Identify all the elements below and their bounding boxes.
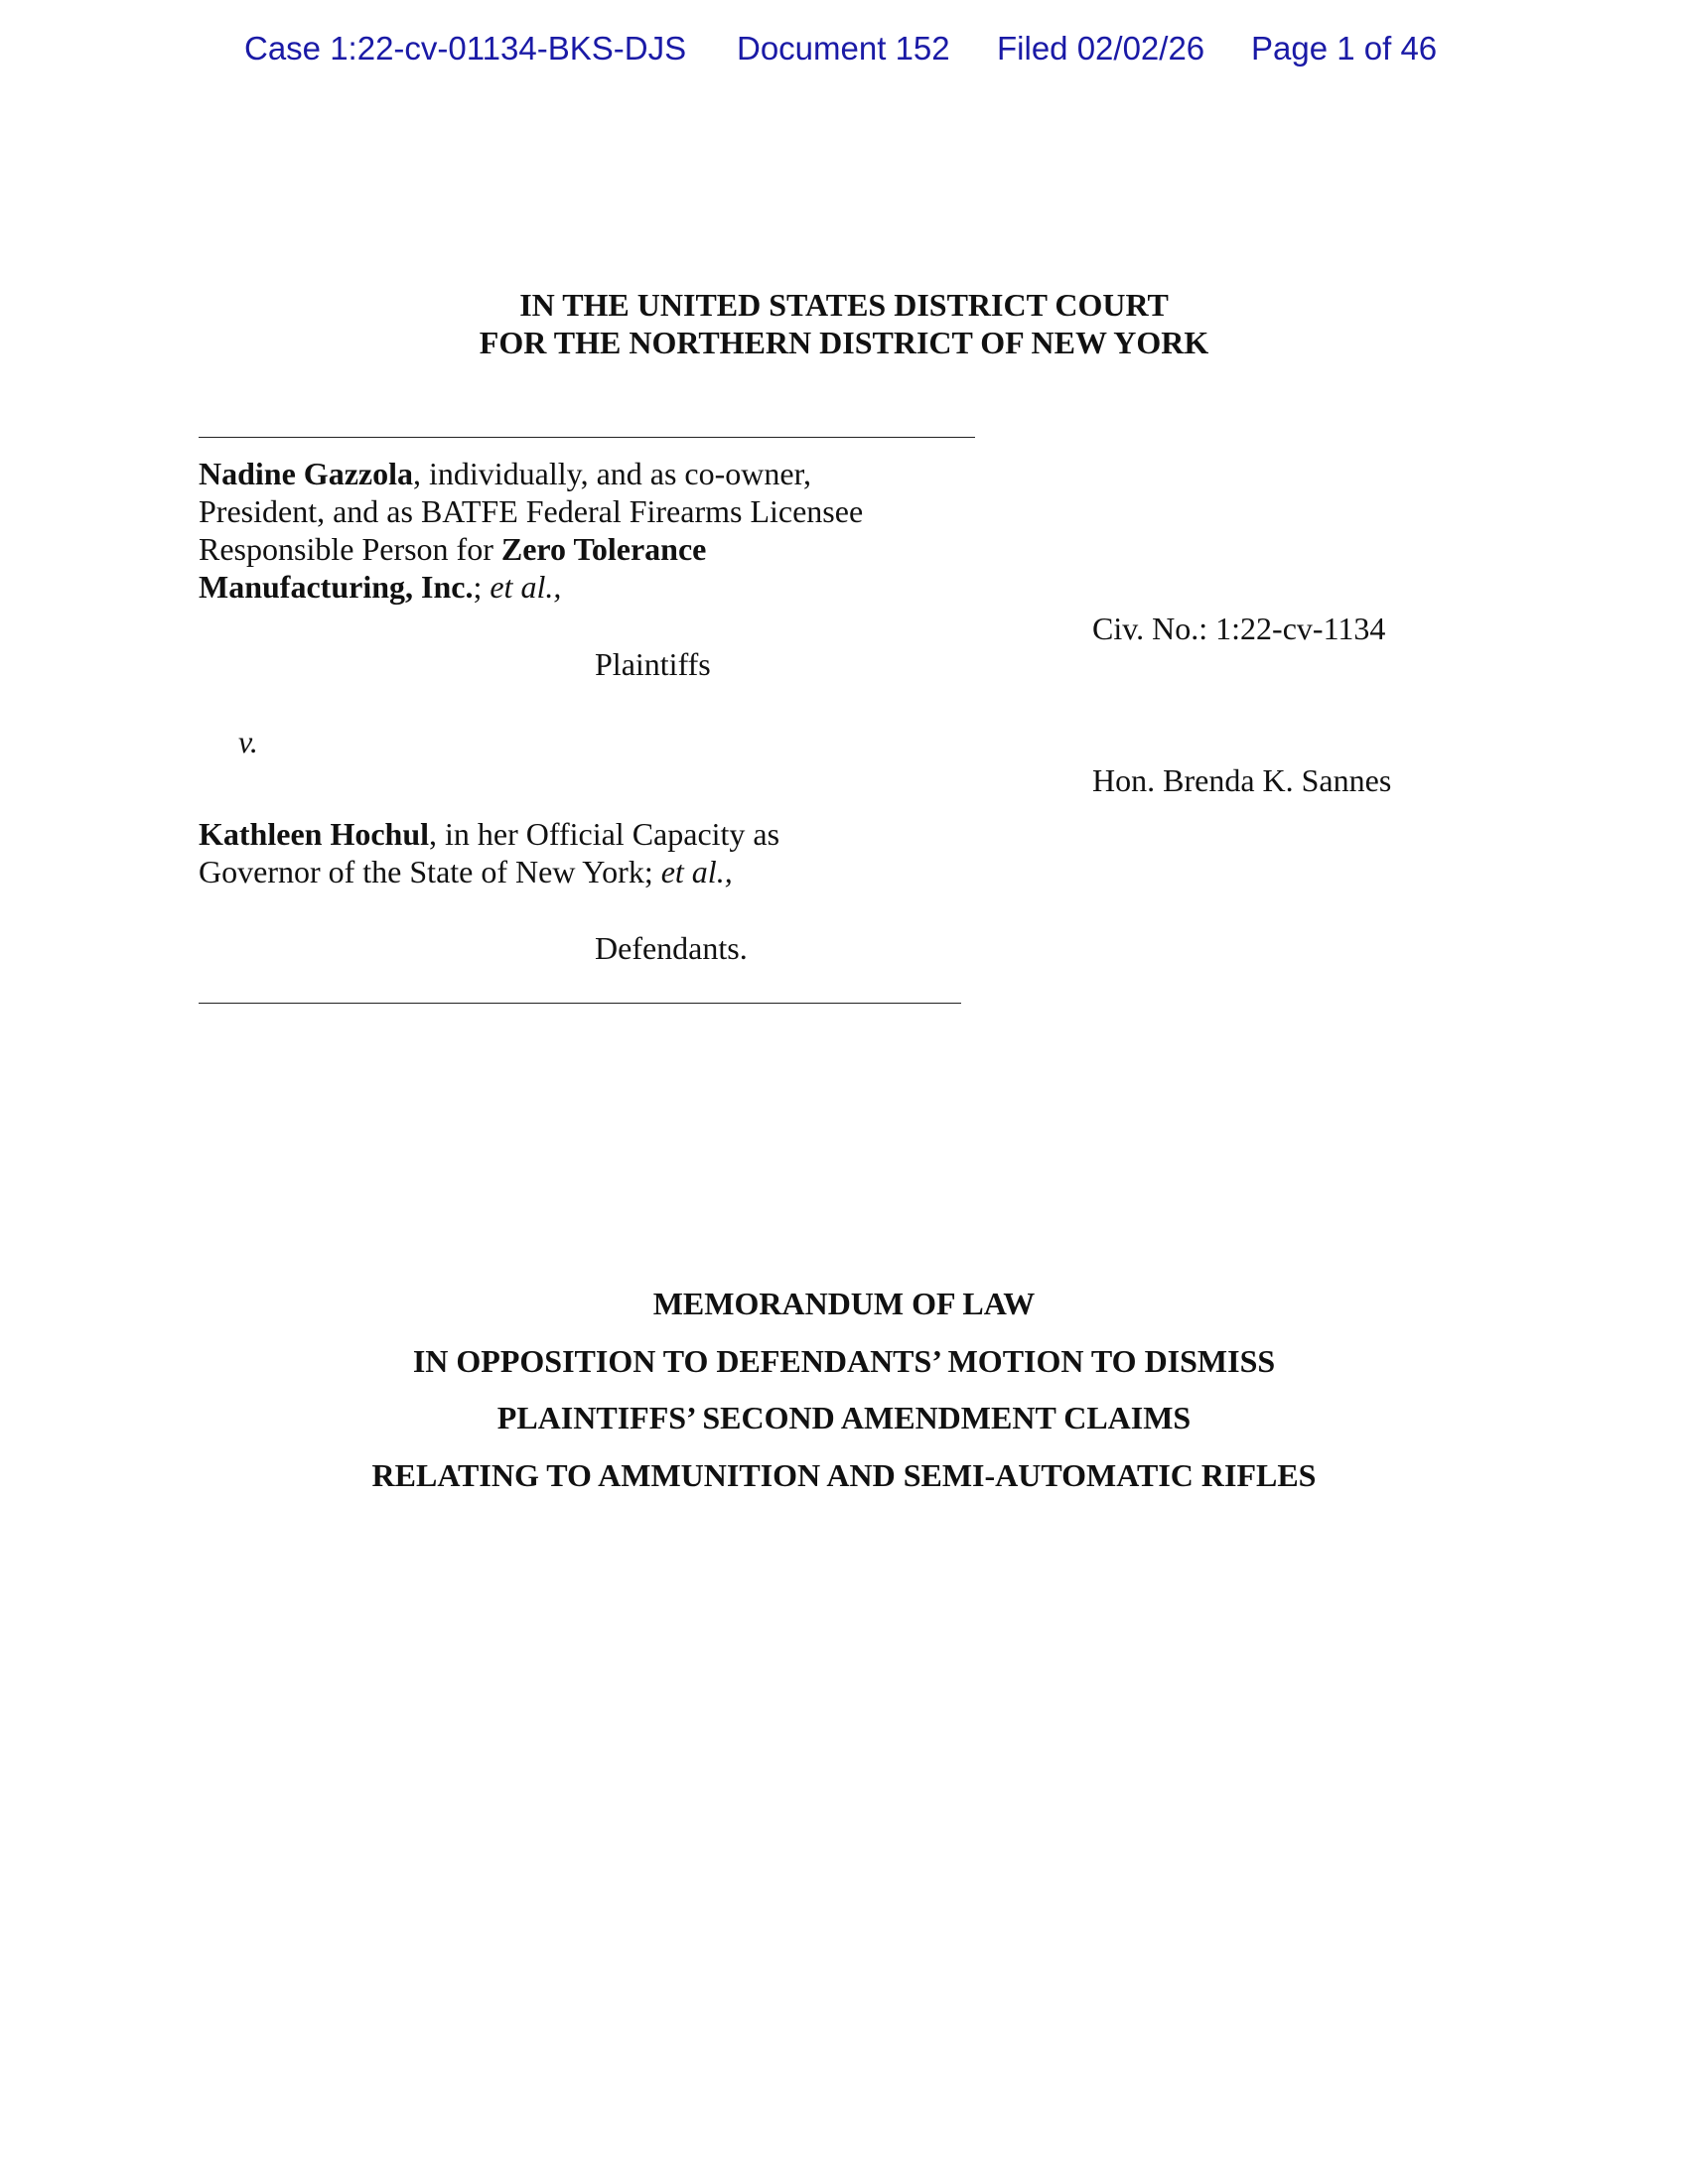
memo-title-line-3: PLAINTIFFS’ SECOND AMENDMENT CLAIMS [496,1400,1192,1435]
plaintiff-line-3: Responsible Person for Zero Tolerance [199,531,707,567]
filing-header [0,30,1688,73]
versus: v. [238,724,258,759]
defendant-line-1: Kathleen Hochul, in her Official Capacity as [199,816,780,852]
defendant-line-2: Governor of the State of New York; et al., [199,854,733,889]
court-title-line-2: FOR THE NORTHERN DISTRICT OF NEW YORK [479,325,1209,360]
civil-number: Civ. No.: 1:22-cv-1134 [1092,611,1386,646]
court-title-line-1: IN THE UNITED STATES DISTRICT COURT [519,287,1169,323]
memo-title-line-1: MEMORANDUM OF LAW [652,1286,1036,1321]
page-indicator: Page 1 of 46 [1251,30,1438,67]
defendant-name: Kathleen Hochul [199,816,430,852]
plaintiff-name: Nadine Gazzola [199,456,413,491]
memo-title-line-2: IN OPPOSITION TO DEFENDANTS’ MOTION TO DISMISS [412,1343,1276,1379]
plaintiffs-role: Plaintiffs [595,646,711,682]
plaintiff-line-4: Manufacturing, Inc.; et al., [199,569,562,605]
document-number: Document 152 [737,30,950,67]
judge-name: Hon. Brenda K. Sannes [1092,762,1392,798]
plaintiff-line-1: Nadine Gazzola, individually, and as co-owner, [199,456,811,491]
caption-bottom-rule [199,1003,961,1004]
memo-title-line-4: RELATING TO AMMUNITION AND SEMI-AUTOMATIC RIFLES [371,1457,1317,1493]
plaintiff-line-2: President, and as BATFE Federal Firearms Licensee [199,493,864,529]
caption-top-rule [199,437,975,438]
case-number: Case 1:22-cv-01134-BKS-DJS [244,30,687,67]
defendants-role: Defendants. [595,930,748,966]
filed-date: Filed 02/02/26 [997,30,1205,67]
